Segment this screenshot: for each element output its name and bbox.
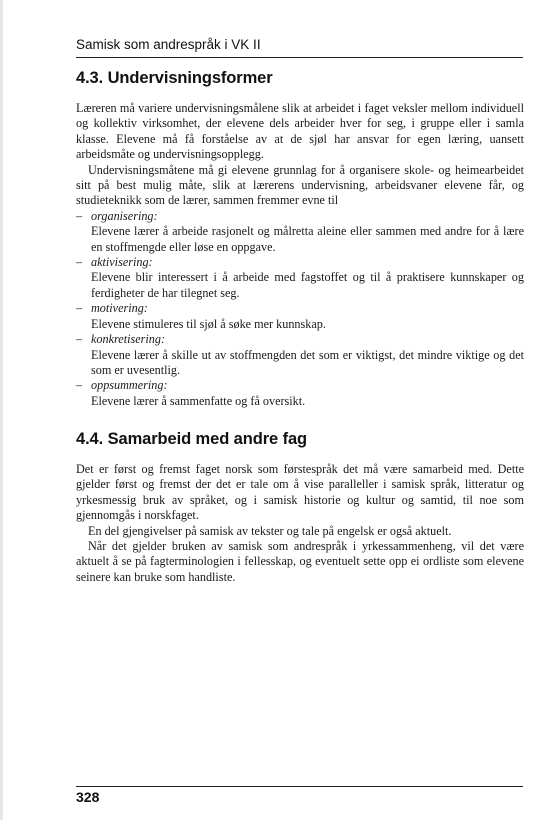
- section-samarbeid: [76, 430, 524, 585]
- list-term: organisering:: [91, 208, 158, 223]
- list-term: oppsummering:: [91, 378, 168, 393]
- list-item: [76, 301, 524, 332]
- page-number: 328: [76, 789, 100, 805]
- paragraph: Når det gjelder bruken av samisk som andrespråk i yrkessammenheng, vil det være aktuelt å se på fagterminologien i fellesskap, og eventuelt sette opp ei ordliste som elevene seinere kan bruke som handliste.: [76, 539, 524, 584]
- capability-list: [76, 209, 524, 409]
- list-description: Elevene blir interessert i å arbeide med fagstoffet og til å praktisere kunnskaper og ferdigheter de har tilegnet seg.: [91, 270, 524, 300]
- list-term: konkretisering:: [91, 332, 166, 347]
- footer-rule: [76, 786, 523, 787]
- dash-bullet: –: [76, 332, 83, 347]
- section-body: [76, 462, 524, 585]
- paragraph: Læreren må variere undervisningsmålene slik at arbeidet i faget veksler mellom individuell og kollektiv virksomhet, der elevene dels arbeider hver for seg, i gruppe eller i samla klasse. Elevene må få forståelse av at de sjøl har ansvar for egen læring, uansett arbeidsmåte og undervisningsopplegg.: [76, 101, 524, 162]
- dash-bullet: –: [76, 378, 83, 393]
- dash-bullet: –: [76, 255, 83, 270]
- list-description: Elevene stimuleres til sjøl å søke mer kunnskap.: [91, 316, 326, 331]
- list-item: [76, 332, 524, 378]
- section-heading: 4.4. Samarbeid med andre fag: [76, 430, 308, 448]
- section-body: [76, 101, 524, 409]
- page-edge: [0, 0, 3, 820]
- list-item: [76, 378, 524, 409]
- list-description: Elevene lærer å sammenfatte og få oversikt.: [91, 393, 306, 408]
- paragraph: Undervisningsmåtene må gi elevene grunnlag for å organisere skole- og heimearbeidet sitt på best mulig måte, slik at lærerens undervisning, arbeidsvaner elevene får, og studieteknikk som de lærer, sammen fremmer evne til: [76, 162, 524, 208]
- list-item: [76, 255, 524, 301]
- header-rule: [76, 57, 523, 58]
- list-description: Elevene lærer å arbeide rasjonelt og målretta aleine eller sammen med andre for å lære en stoffmengde eller løse en oppgave.: [91, 224, 524, 254]
- list-description: Elevene lærer å skille ut av stoffmengden det som er viktigst, det mindre viktige og det som er uvesentlig.: [91, 347, 524, 377]
- dash-bullet: –: [76, 301, 83, 316]
- dash-bullet: –: [76, 208, 83, 223]
- running-header: Samisk som andrespråk i VK II: [76, 37, 261, 52]
- section-heading: 4.3. Undervisningsformer: [76, 69, 273, 87]
- list-item: [76, 209, 524, 255]
- paragraph: En del gjengivelser på samisk av tekster og tale på engelsk er også aktuelt.: [88, 523, 452, 538]
- list-term: motivering:: [91, 301, 148, 316]
- paragraph: Det er først og fremst faget norsk som førstespråk det må være samarbeid med. Dette gjelder først og fremst der det er tale om å vise paralleller i samisk språk, litteratur og yrkesmessig bruk av språket, og i samisk historie og kultur og samtid, til noe som gjennomgås i norskfaget.: [76, 462, 524, 523]
- section-undervisningsformer: [76, 69, 524, 409]
- list-term: aktivisering:: [91, 255, 153, 270]
